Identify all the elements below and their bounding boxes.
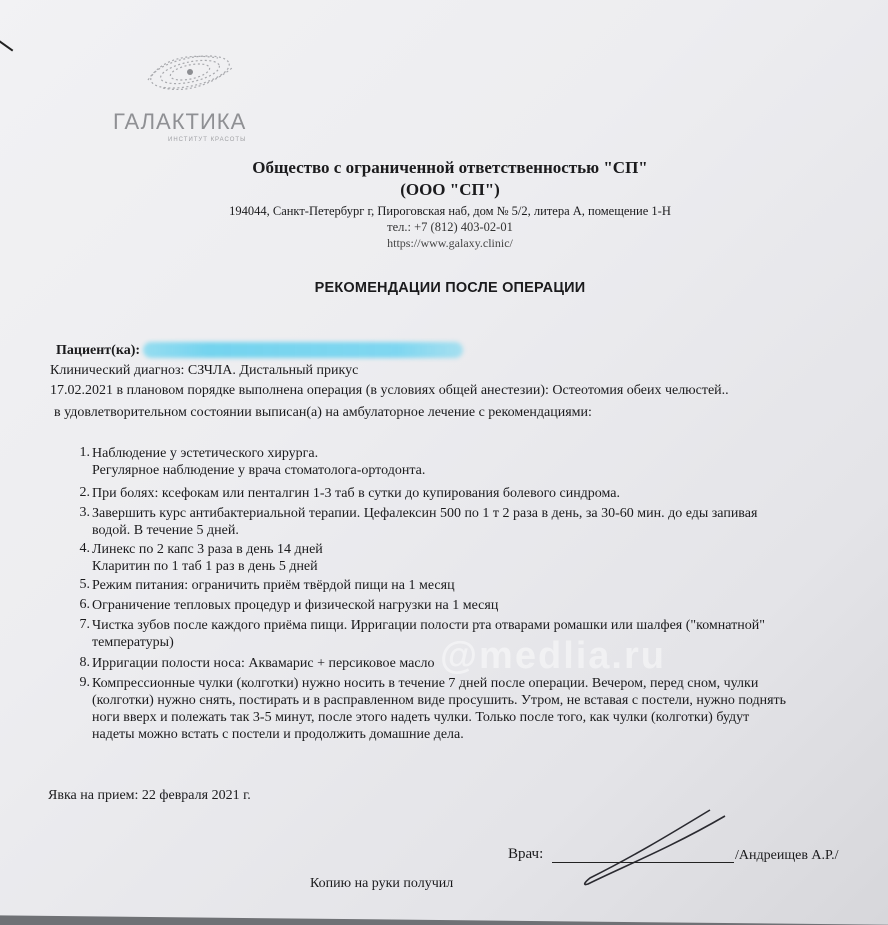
discharge-line: в удовлетворительном состоянии выписан(а) на амбулаторное лечение с рекомендациями:	[54, 405, 592, 420]
item-text: ноги вверх и полежать так 3-5 минут, после этого надеть чулки. Только после того, как чулки (колготки) будут	[92, 710, 750, 725]
item-text: Режим питания: ограничить приём твёрдой пищи на 1 месяц	[92, 578, 455, 593]
signature-line	[552, 862, 734, 863]
item-number: 2.	[79, 485, 90, 500]
item-text: Ирригации полости носа: Аквамарис + персиковое масло	[92, 656, 435, 671]
item-text: температуры)	[92, 635, 174, 650]
item-number: 1.	[79, 445, 90, 460]
organization-short-name: (ООО "СП")	[400, 180, 500, 199]
item-text: (колготки) нужно снять, постирать и в расправленном виде просушить. Утром, не вставая с постели, нужно поднять	[92, 693, 787, 708]
doctor-name: /Андреищев А.Р./	[735, 848, 839, 863]
organization-name: Общество с ограниченной ответственностью "СП"	[252, 158, 648, 177]
item-text: Чистка зубов после каждого приёма пищи. Ирригации полости рта отварами ромашки или шалфея ("комнатной"	[92, 618, 765, 633]
item-text: водой. В течение 5 дней.	[92, 523, 239, 538]
item-number: 8.	[79, 655, 90, 670]
organization-address: 194044, Санкт-Петербург г, Пироговская наб, дом № 5/2, литера А, помещение 1-Н	[229, 204, 671, 218]
item-text: Кларитин по 1 таб 1 раз в день 5 дней	[92, 559, 318, 574]
copy-note: Копию на руки получил	[310, 876, 454, 891]
visit-date: Явка на прием: 22 февраля 2021 г.	[48, 788, 251, 803]
item-text: надеты можно встать с постели и продолжить домашние дела.	[92, 727, 464, 742]
item-number: 5.	[79, 577, 90, 592]
item-text: Регулярное наблюдение у врача стоматолога-ортодонта.	[92, 463, 426, 478]
patient-label: Пациент(ка):	[56, 343, 141, 358]
organization-website: https://www.galaxy.clinic/	[387, 236, 513, 250]
diagnosis-line: Клинический диагноз: СЗЧЛА. Дистальный прикус	[50, 363, 359, 378]
item-number: 3.	[79, 505, 90, 520]
doctor-label: Врач:	[508, 846, 544, 862]
operation-line: 17.02.2021 в плановом порядке выполнена операция (в условиях общей анестезии): Остеотомия обеих челюстей..	[50, 383, 729, 398]
watermark: @medlia.ru	[440, 635, 666, 677]
logo-subtext: ИНСТИТУТ КРАСОТЫ	[168, 137, 247, 143]
item-text: Ограничение тепловых процедур и физической нагрузки на 1 месяц	[92, 598, 499, 613]
item-text: При болях: ксефокам или пенталгин 1-3 таб в сутки до купирования болевого синдрома.	[92, 486, 621, 501]
item-number: 6.	[79, 597, 90, 612]
organization-phone: тел.: +7 (812) 403-02-01	[387, 220, 513, 234]
item-text: Завершить курс антибактериальной терапии. Цефалексин 500 по 1 т 2 раза в день, за 30-60 мин. до еды запивая	[92, 506, 758, 521]
document-title: РЕКОМЕНДАЦИИ ПОСЛЕ ОПЕРАЦИИ	[314, 280, 586, 296]
logo-text: ГАЛАКТИКА	[113, 109, 247, 134]
item-text: Компрессионные чулки (колготки) нужно носить в течение 7 дней после операции. Вечером, перед сном, чулки	[92, 676, 759, 691]
patient-name-redaction	[143, 342, 463, 358]
item-text: Линекс по 2 капс 3 раза в день 14 дней	[92, 542, 323, 557]
signature-scribble	[560, 808, 730, 888]
item-number: 7.	[79, 617, 90, 632]
item-number: 4.	[79, 541, 90, 556]
item-text: Наблюдение у эстетического хирурга.	[92, 446, 319, 461]
item-number: 9.	[79, 675, 90, 690]
